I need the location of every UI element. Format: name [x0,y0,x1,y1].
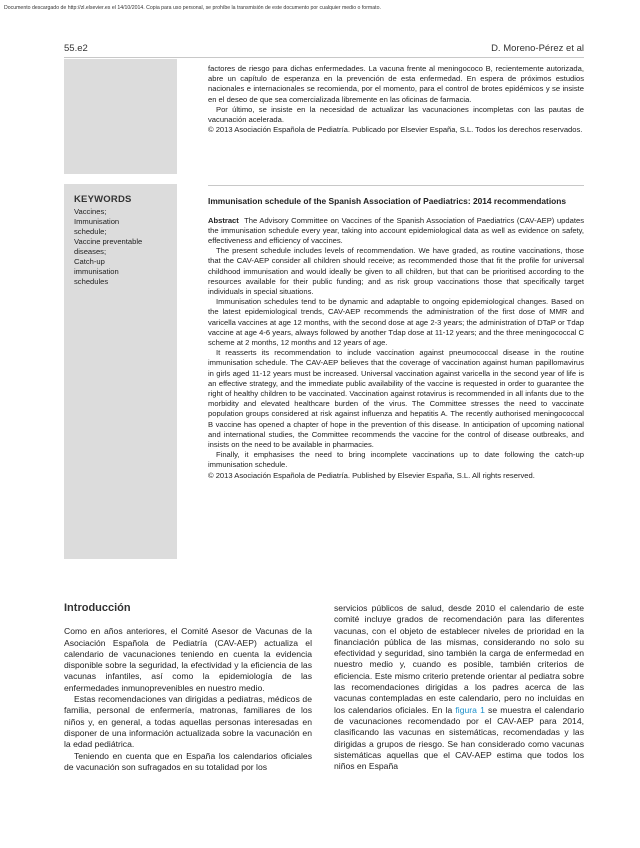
keyword-item: schedule; [74,227,107,236]
keyword-item: schedules [74,277,109,286]
english-abstract-paragraph: Finally, it emphasises the need to bring incomplete vaccinations up to date following the catch-up immunisation schedule. [208,450,584,470]
intro-paragraph [334,603,584,772]
spanish-copyright: © 2013 Asociación Española de Pediatría. Publicado por Elsevier España, S.L. Todos los derechos reservados. [208,125,583,135]
sidebar-shade-top [64,59,177,174]
page-number: 55.e2 [64,43,88,54]
intro-text: se muestra el calendario de vacunaciones recomendado por el CAV-AEP para 2014, clasificando las vacunas en sistemáticas, recomendadas y las dirigidas a grupos de riesgo. Se han considerado como vacunas sistemáticas aquellas que el CAV-AEP estima que todos los niños en España [334,704,585,772]
introduction-left-column [64,603,312,773]
keywords-box [64,184,177,559]
english-title: Immunisation schedule of the Spanish Association of Paediatrics: 2014 recommendations [208,196,567,206]
intro-paragraph: Como en años anteriores, el Comité Asesor de Vacunas de la Asociación Española de Pediatría (CAV-AEP) actualiza el calendario de vacunaciones teniendo en cuenta la evidencia disponible sobre la seguridad, la efectividad y la eficiencia de las vacunas infantiles, así como la epidemiología de las enfermedades inmunoprevenibles en nuestro medio. [64,626,312,693]
intro-text: servicios públicos de salud, desde 2010 el calendario de este comité incluye grados de recomendación para las diferentes vacunas, con el objeto de establecer niveles de prioridad en la financiación pública de las mismas, considerando no solo su efectividad y seguridad, sino también la carga de enfermedad en nuestro medio y, cuando es posible, también criterios de eficiencia. Este mismo criterio pretende orientar al pediatra sobre las recomendaciones dirigidas a los padres acerca de las vacunas contempladas en este calendario, pero no incluidas en los calendarios oficiales. En la [334,603,584,715]
intro-paragraph: Teniendo en cuenta que en España los calendarios oficiales de vacunación son sufragados en su totalidad por los [64,750,312,772]
abstract-divider [208,185,584,186]
keywords-title: KEYWORDS [74,194,132,205]
keyword-item: diseases; [74,247,107,256]
keyword-item: immunisation [74,267,119,276]
keyword-item: Immunisation [74,217,120,226]
introduction-right-column [334,603,584,772]
section-heading-introduccion: Introducción [64,602,131,614]
running-head-authors: D. Moreno-Pérez et al [491,43,584,54]
abstract-label: Abstract [208,215,239,225]
intro-paragraph: Estas recomendaciones van dirigidas a pediatras, médicos de familia, personal de enfermería, matronas, familiares de los niños y, en general, a todas aquellas personas interesadas en disponer de una información actualizada sobre la vacunación en la edad pediátrica. [64,694,312,750]
keyword-item: Vaccine preventable [74,237,143,246]
keywords-list [74,207,170,287]
figure-1-link[interactable]: figura 1 [455,704,485,715]
header-divider [64,57,584,58]
download-notice: Documento descargado de http://zl.elsevier.es el 14/10/2014. Copia para uso personal, se prohíbe la transmisión de este documento por cualquier medio o formato. [4,5,381,11]
keyword-item: Vaccines; [74,207,107,216]
abstract-text: The Advisory Committee on Vaccines of the Spanish Association of Paediatrics (CAV-AEP) updates the immunisation schedule every year, taking into account epidemiological data as well as evidence on safety, effectiveness and efficiency of vaccines. [208,215,584,245]
english-abstract [208,196,584,481]
english-abstract-paragraph: It reasserts its recommendation to include vaccination against pneumococcal disease in the routine immunisation schedule. The CAV-AEP believes that the coverage of vaccination against human papillomavirus in girls aged 11-12 years must be increased. Universal vaccination against varicella in the second year of life is an effective strategy, and the immediate public availability of the vaccine is requested in order to guarantee the right of healthy children to be vaccinated. Vaccination against rotavirus is recommended in all infants due to the morbidity and elevated healthcare burden of the virus. The Committee stresses the need to vaccinate population groups considered at risk against influenza and hepatitis A. The recently authorised meningococcal B vaccine has opened a chapter of hope in the prevention of this disease. In anticipation of upcoming national and international studies, the Committee recommends the vaccine for the control of disease outbreaks, and insists on the need to be available in pharmacies. [208,348,584,449]
spanish-abstract-continuation [208,64,584,135]
english-abstract-paragraph: Immunisation schedules tend to be dynamic and adaptable to ongoing epidemiological changes. Based on the latest epidemiological trends, CAV-AEP recommends the administration of the first dose of MMR and varicella vaccines at age 12 months, with the second dose at age 2-3 years; the administration of DTaP or Tdap vaccine at age 4-6 years, always followed by another Tdap dose at 11-12 years; and the three meningococcal C scheme at 2 months, 12 months and 12 years of age. [208,297,584,347]
english-abstract-paragraph [208,216,584,247]
keyword-item: Catch-up [74,257,105,266]
spanish-abstract-paragraph: factores de riesgo para dichas enfermedades. La vacuna frente al meningococo B, recientemente autorizada, abre un capítulo de esperanza en la prevención de esta enfermedad. En espera de próximos estudios nacionales e internacionales se recomienda, por el momento, para el control de brotes epidémicos y se insiste en el deseo de que sea comercializada libremente en las oficinas de farmacia. [208,64,584,104]
english-copyright: © 2013 Asociación Española de Pediatría. Published by Elsevier España, S.L. All rights reserved. [208,470,535,480]
english-abstract-paragraph: The present schedule includes levels of recommendation. We have graded, as routine vaccinations, those that the CAV-AEP consider all children should receive; as recommended those that fit the profile for universal childhood immunisation and would ideally be given to all children, but that can be prioritised according to the resources available for their public funding; and as risk group vaccinations those that specifically target individuals in special situations. [208,246,584,296]
spanish-abstract-paragraph: Por último, se insiste en la necesidad de actualizar las vacunaciones incompletas con las pautas de vacunación acelerada. [208,104,584,125]
